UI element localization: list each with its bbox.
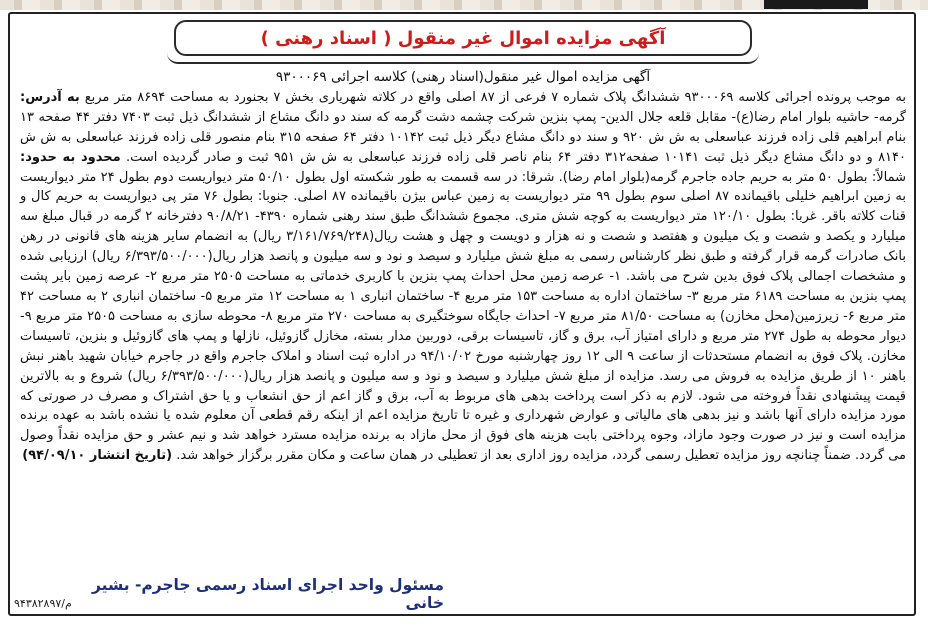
bounds-label: محدود به حدود: xyxy=(20,149,121,165)
bounds-text: شمالاً: بطول ۵۰ متر به حریم جاده جاجرم گرمه(بلوار امام رضا). شرقا: در سه قسمت به طور شکسته اول بطول ۵۰/۱۰ متر دیواریست دوم بطول ۲۴ متر دیواریست به زمین ابراهیم خلیلی باقیمانده ۸۷ اصلی سوم بطول ۹۹ متر دیواریست به زمین عباس بیژن باقیمانده ۸۷ اصلی. جنوبا: بطول ۷۶ متر پی دیواریست به حریم کال و قنات کلاته باقر. غربا: بطول ۱۲۰/۱۰ متر دیواریست به کوچه شش متری. مجموع ششدانگ طبق سند رهنی شماره ۴۳۹۰- ۹۰/۸/۲۱ دفترخانه ۲ گرمه در قبال مبلغ سه میلیارد و یکصد و شصت و یک میلیون و هفتصد و شصت و نه هزار و دویست و چهل و هشت ریال(۳/۱۶۱/۷۶۹/۲۴۸ ریال) به انضمام سایر هزینه های قانونی در رهن بانک صادرات گرمه قرار گرفته و طبق نظر کارشناس رسمی به مبلغ شش میلیارد و سیصد و نود و سه میلیون و پانصد هزار ریال(۶/۳۹۳/۵۰۰/۰۰۰ ریال) ارزیابی شده و مشخصات اجمالی پلاک فوق بدین شرح می باشد. ۱- عرصه زمین محل احداث پمپ بنزین با کاربری خدماتی به مساحت ۲۵۰۵ متر مربع ۲- عرصه زمین بایر پشت پمپ بنزین به مساحت ۶۱۸۹ متر مربع ۳- ساختمان اداره به مساحت ۱۵۳ متر مربع ۴- ساختمان انباری ۱ به مساحت ۱۲ متر مربع ۵- ساختمان انباری ۲ به مساحت ۴۲ متر مربع ۶- زیرزمین(محل مخازن) به مساحت ۸۱/۵۰ متر مربع ۷- احداث جایگاه سوختگیری به مساحت ۲۷۰ متر مربع ۸- محوطه سازی به مساحت ۲۵۰۵ متر مربع ۹- دیوار محوطه به طول ۲۷۴ متر مربع و دارای امتیاز آب، برق و گاز، تاسیسات برقی، دوربین مدار بسته، مخازل گازوئیل، نازلها و پمپ های گازوئیل و بنزین، تاسیسات مخازن. پلاک فوق به انضمام مستحدثات از ساعت ۹ الی ۱۲ روز چهارشنبه مورخ ۹۴/۱۰/۰۲ در اداره ثبت اسناد و املاک جاجرم واقع در جاجرم خیابان شهید باهنر نبش باهنر ۱۰ از طریق مزایده به فروش می رسد. مزایده از مبلغ شش میلیارد و سیصد و نود و سه میلیون و پانصد هزار ریال(۶/۳۹۳/۵۰۰/۰۰۰ ریال) شروع و به بالاترین قیمت پیشنهادی نقداً فروخته می شود. لازم به ذکر است پرداخت بدهی های مربوط به آب، برق و گاز اعم از حق انشعاب و یا حق اشتراک و مصرف در صورتی که مورد مزایده دارای آنها باشد و نیز بدهی های مالیاتی و عوارض شهرداری و غیره تا تاریخ مزایده اعم از اینکه رقم قطعی آن معلوم شده یا نشده باشد به عهده برنده مزایده است و نیز در صورت وجود مازاد، وجوه پرداختی بابت هزینه های فوق از محل مازاد به برنده مزایده مسترد خواهد شد و نیم عشر و حق مزایده نقداً وصول می گردد. ضمناً چنانچه روز مزایده تعطیل رسمی گردد، مزایده روز اداری بعد از تعطیلی در همان ساعت و مکان مقرر برگزار خواهد شد. xyxy=(20,169,907,464)
notice-body xyxy=(20,68,906,466)
address-text: گرمه- حاشیه بلوار امام رضا(ع)- مقابل قلعه جلال الدین- پمپ بنزین شرکت چشمه دشت گرمه که سند دو دانگ مشاع از ششدانگ ذیل ثبت ۷۴۰۳ دفتر ۴۴ صفحه ۱۳ بنام ابراهیم قلی زاده فرزند عباسعلی به ش ش ۹۲۰ و سند دو دانگ مشاع دیگر ذیل ثبت ۱۰۱۴۲ دفتر ۶۴ صفحه ۳۱۵ بنام منصور قلی زاده فرزند عباسعلی به ش ش ۸۱۴۰ و دو دانگ مشاع دیگر ذیل ثبت ۱۰۱۴۱ صفحه۳۱۲ دفتر ۶۴ بنام ناصر قلی زاده فرزند عباسعلی به ش ش ۹۵۱ ثبت و صادر گردیده است. xyxy=(20,109,907,165)
notice-heading: آگهی مزایده اموال غیر منقول(اسناد رهنی) کلاسه اجرائی ۹۳۰۰۰۶۹ xyxy=(275,69,651,85)
top-dark-block xyxy=(764,0,868,9)
publish-date: (تاریخ انتشار ۹۴/۰۹/۱۰) xyxy=(22,448,173,464)
signature: مسئول واحد اجرای اسناد رسمی جاجرم- بشیر خانی xyxy=(91,576,444,612)
title-box xyxy=(174,20,752,56)
intro-text: به موجب پرونده اجرائی کلاسه ۹۳۰۰۰۶۹ ششدانگ پلاک شماره ۷ فرعی از ۸۷ اصلی واقع در کلاته شهریاری بخش ۷ بجنورد به مساحت ۸۶۹۴ متر مربع xyxy=(84,89,906,105)
notice-code: م/۹۴۳۸۲۸۹۷ xyxy=(14,597,72,610)
notice-title: آگهی مزایده اموال غیر منقول ( اسناد رهنی ) xyxy=(260,27,666,49)
top-strip xyxy=(0,0,928,10)
notice-paragraph xyxy=(20,88,906,466)
address-label: به آدرس: xyxy=(20,89,80,105)
